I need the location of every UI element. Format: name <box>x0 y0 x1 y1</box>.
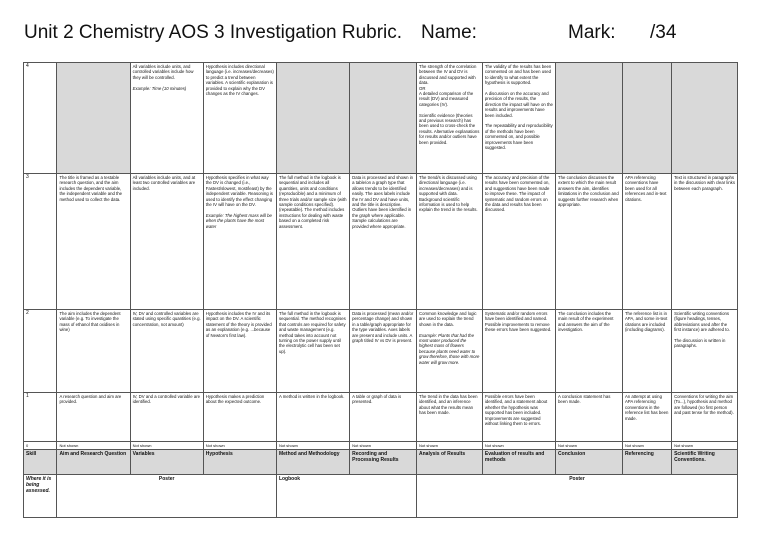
r3-recording-cell: Data is processed and shown in a table/on a graph type that allows trends to be identified easily. The axes labels include the IV and DV and have units, and the title is descriptive. Outliers have been identified in the graph where applicable. Sample calculations are provided where appropriate. <box>350 174 417 310</box>
r1-evaluation-cell: Possible errors have been identified, and a statement about whether the hypothesis was supported has been included. Improvements are suggested without linking them to errors. <box>482 393 555 442</box>
r2-evaluation-cell: Systematic and/or random errors have been identified and named. Possible improvements to remove these errors have been suggested. <box>482 310 555 393</box>
assessment-row <box>24 475 738 518</box>
skill-aim: Aim and Research Question <box>57 450 130 475</box>
r3-aim-cell: The title is framed as a testable research question, and the aim includes the dependent variable, the independent variable and the method used to collect the data. <box>57 174 130 310</box>
skill-analysis: Analysis of Results <box>417 450 483 475</box>
level-3-label: 3 <box>24 174 57 310</box>
r3-conclusion-cell: The conclusion discusses the extent to which the main result answers the aim, identifies limitations in the conclusion and suggests further research when appropriate. <box>556 174 623 310</box>
r4-analysis-cell: The strength of the correlation between the IV and DV is discussed and supported with data. OR A detailed comparison of the result (DV) and measured categories (IV). Scientific evidence (theories and previous research) has been used to cross-check the results. Alternative explanations for results and/or outliers have been provided. <box>417 63 483 174</box>
r2-conclusion-cell: The conclusion includes the main result of the experiment and answers the aim of the investigation. <box>556 310 623 393</box>
r0-cell: Not shown <box>203 442 276 450</box>
level-0-label: 0 <box>24 442 57 450</box>
r0-cell: Not shown <box>130 442 203 450</box>
level-1-label: 1 <box>24 393 57 442</box>
mark-label: Mark: <box>568 22 616 43</box>
r0-cell: Not shown <box>556 442 623 450</box>
r4-recording-cell <box>350 63 417 174</box>
r2-hypothesis-cell: Hypothesis includes the IV and its impact on the DV. A scientific statement of the theory is provided as an explanation (e.g. ...because of Newton's first law). <box>203 310 276 393</box>
logbook-label: Logbook <box>276 475 416 518</box>
rubric-title: Unit 2 Chemistry AOS 3 Investigation Rubric. <box>24 22 403 43</box>
r1-recording-cell: A table or graph of data is presented. <box>350 393 417 442</box>
r1-referencing-cell: An attempt at using APA referencing conventions in the reference list has been made. <box>622 393 671 442</box>
poster-label-2: Poster <box>417 475 738 518</box>
r3-evaluation-cell: The accuracy and precision of the results have been commented on, and suggestions have been made to improve these. The impact of systematic and random errors on the data and results has been discussed. <box>482 174 555 310</box>
r0-cell: Not shown <box>482 442 555 450</box>
level-4-row <box>24 63 738 174</box>
r2-method-cell: The full method in the logbook is sequential. The method recognises that controls are required for safety and waste management (e.g. method takes into account not turning on the power supply until the electrolytic cell has been set up). <box>276 310 349 393</box>
r1-aim-cell: A research question and aim are provided. <box>57 393 130 442</box>
r3-hypothesis-example: Example: The highest mass will be when the plants have the most water <box>205 212 272 229</box>
rubric-header <box>24 22 744 48</box>
r2-referencing-cell: The reference list is in APA, and some in-text citations are included (including diagrams). <box>622 310 671 393</box>
skill-evaluation: Evaluation of results and methods <box>482 450 555 475</box>
r1-analysis-cell: The trend in the data has been identified, and an inference about what the results mean has been made. <box>417 393 483 442</box>
r0-cell: Not shown <box>672 442 738 450</box>
r3-variables-cell: All variables include units, and at least two controlled variables are included. <box>130 174 203 310</box>
where-assessed-label: Where it is being assessed. <box>24 475 57 518</box>
rubric-table <box>23 62 738 518</box>
r1-writing-cell: Conventions for writing the aim (To...), hypothesis and method are followed (no first person and past tense for the method). <box>672 393 738 442</box>
skill-writing: Scientific Writing Conventions. <box>672 450 738 475</box>
r0-cell: Not shown <box>417 442 483 450</box>
level-4-label: 4 <box>24 63 57 174</box>
level-0-row <box>24 442 738 450</box>
skill-conclusion: Conclusion <box>556 450 623 475</box>
skill-row <box>24 450 738 475</box>
r0-cell: Not shown <box>350 442 417 450</box>
r1-hypothesis-cell: Hypothesis makes a prediction about the expected outcome. <box>203 393 276 442</box>
r4-evaluation-cell: The validity of the results has been commented on and has been used to identify to what extent the hypothesis is supported. A discussion on the accuracy and precision of the results, the direction the impact will have on the results and improvements have been included. The repeatability and reproducibility of the methods have been commented on, and possible improvements have been suggested. <box>482 63 555 174</box>
skill-method: Method and Methodology <box>276 450 349 475</box>
r2-variables-cell: IV, DV and controlled variables are stated using specific quantities (e.g. concentration, not amount) <box>130 310 203 393</box>
r4-referencing-cell <box>622 63 671 174</box>
r3-referencing-cell: APA referencing conventions have been used for all references and in-text citations. <box>622 174 671 310</box>
r4-variables-example: Example: Time (10 minutes) <box>132 85 187 91</box>
r1-method-cell: A method is written in the logbook. <box>276 393 349 442</box>
r1-conclusion-cell: A conclusion statement has been made. <box>556 393 623 442</box>
level-2-row <box>24 310 738 393</box>
skill-referencing: Referencing <box>622 450 671 475</box>
level-1-row <box>24 393 738 442</box>
skill-label: Skill <box>24 450 57 475</box>
name-label: Name: <box>421 22 477 43</box>
mark-total: /34 <box>650 22 677 43</box>
level-3-row <box>24 174 738 310</box>
r3-method-cell: The full method in the logbook is sequential and includes all quantities, units and conditions (reproducible) and a minimum of three trials and/or sample size (with sample conditions specified). (repeatable). The method includes instructions for dealing with waste based on a completed risk assessment. <box>276 174 349 310</box>
r4-conclusion-cell <box>556 63 623 174</box>
r2-recording-cell: Data is processed (mean and/or percentage change) and shown in a table/graph appropriate for the type variables. Axes labels are present and include units. A graph titled IV vs DV is present. <box>350 310 417 393</box>
r0-cell: Not shown <box>276 442 349 450</box>
poster-label-1: Poster <box>57 475 277 518</box>
r1-variables-cell: IV, DV and a controlled variable are identified. <box>130 393 203 442</box>
r3-hypothesis-cell: Hypothesis specifies in what way the DV is changed (i.e., Fastest/slowest, most/least) by the independent variable. Reasoning is used to identify the effect changing the IV will have on the DV. Example: The highest mass will be when the plants have the most water <box>203 174 276 310</box>
r4-method-cell <box>276 63 349 174</box>
r2-analysis-example: Example: Plants that had the most water produced the highest mass of flowers because plants need water to grow therefore, those with more water will grow more. <box>419 332 480 365</box>
r2-analysis-cell: Common knowledge and logic are used to explain the trend shown in the data. Example: Plants that had the most water produced the highest mass of flowers because plants need water to grow therefore, those with more water will grow more. <box>417 310 483 393</box>
r3-analysis-cell: The trend/s is discussed using directional language (i.e. increases/decreases) and is supported with data. Background scientific information is used to help explain the trend in the results. <box>417 174 483 310</box>
r0-cell: Not shown <box>57 442 130 450</box>
r2-writing-cell: Scientific writing conventions (figure headings, tenses, abbreviations used after the first instance) are adhered to. The discussion is written in paragraphs. <box>672 310 738 393</box>
r4-hypothesis-cell: Hypothesis includes directional language (i.e. increases/decreases) to predict a trend between variables. A scientific explanation is provided to explain why the DV changes as the IV changes. <box>203 63 276 174</box>
r4-writing-cell <box>672 63 738 174</box>
r4-aim-cell <box>57 63 130 174</box>
level-2-label: 2 <box>24 310 57 393</box>
skill-hypothesis: Hypothesis <box>203 450 276 475</box>
skill-recording: Recording and Processing Results <box>350 450 417 475</box>
r2-aim-cell: The aim includes the dependent variable (e.g. To investigate the mass of ethanol that oxidises in wine) <box>57 310 130 393</box>
r4-variables-cell: All variables include units, and controlled variables include how they will be controlled. Example: Time (10 minutes) <box>130 63 203 174</box>
r0-cell: Not shown <box>622 442 671 450</box>
r3-writing-cell: Text is structured in paragraphs in the discussion with clear links between each paragraph. <box>672 174 738 310</box>
skill-variables: Variables <box>130 450 203 475</box>
